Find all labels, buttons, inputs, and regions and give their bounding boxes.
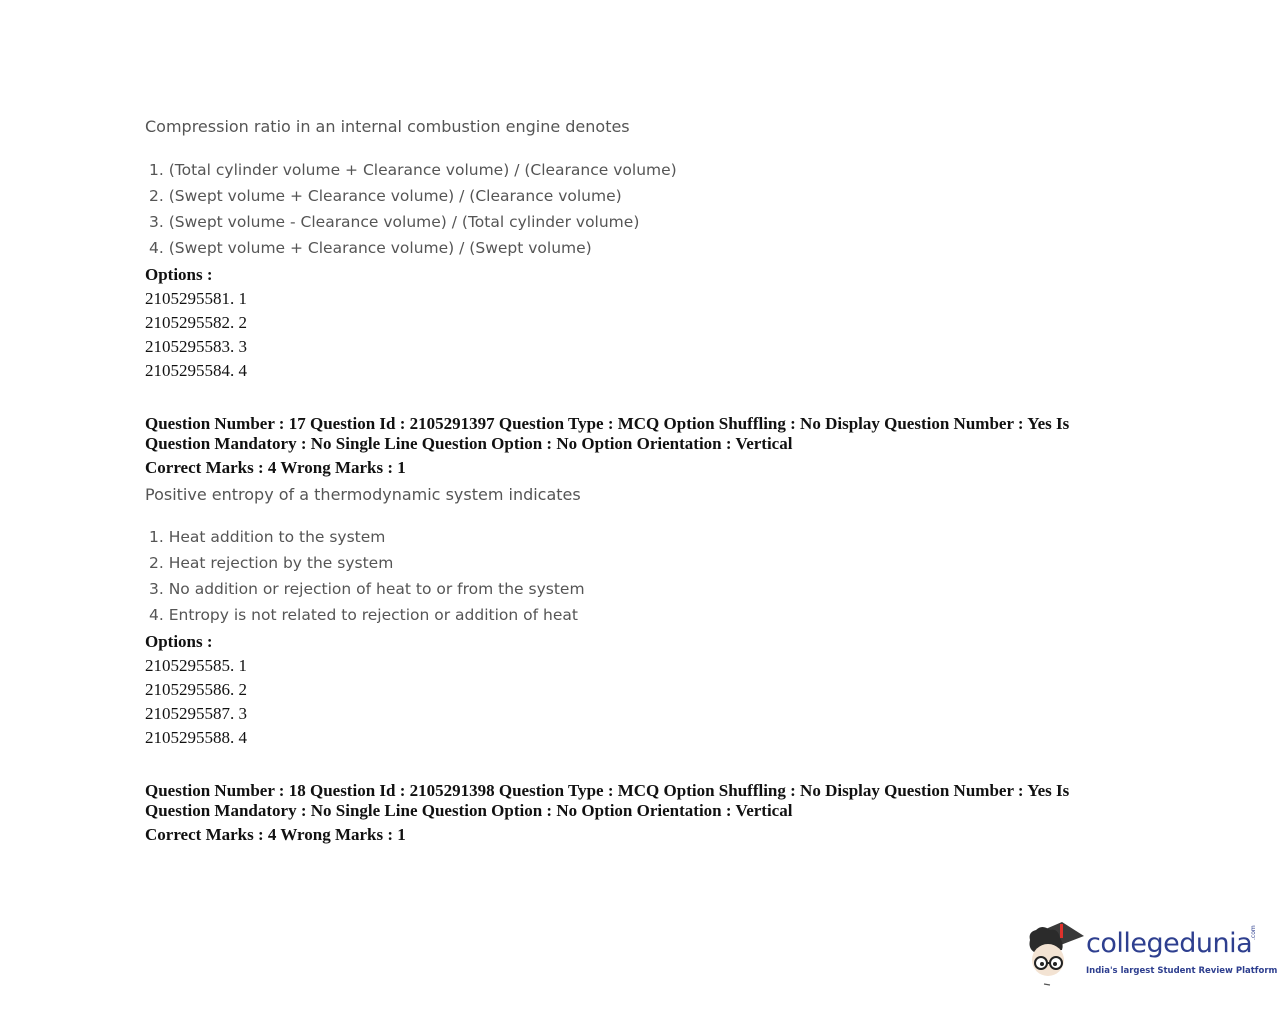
- q17-option-1: 2105295585. 1: [145, 656, 247, 675]
- q18-header-line1: Question Number : 18 Question Id : 2105291398 Question Type : MCQ Option Shuffling : No Display Question Number : Yes Is: [145, 781, 1070, 800]
- q17-choice-1: 1. Heat addition to the system: [149, 528, 386, 546]
- collegedunia-logo: [1024, 918, 1278, 990]
- q17-header-line2: Question Mandatory : No Single Line Question Option : No Option Orientation : Vertical: [145, 434, 793, 453]
- q16-option-1: 2105295581. 1: [145, 289, 247, 308]
- q16-choice-2: 2. (Swept volume + Clearance volume) / (Clearance volume): [149, 187, 622, 205]
- q16-choice-3: 3. (Swept volume - Clearance volume) / (Total cylinder volume): [149, 213, 640, 231]
- q16-option-3: 2105295583. 3: [145, 337, 247, 356]
- q16-choice-1: 1. (Total cylinder volume + Clearance volume) / (Clearance volume): [149, 161, 677, 179]
- q17-choice-4: 4. Entropy is not related to rejection or addition of heat: [149, 606, 578, 624]
- q17-choice-3: 3. No addition or rejection of heat to or from the system: [149, 580, 585, 598]
- logo-wordmark: collegedunia: [1086, 928, 1253, 959]
- logo-tagline: India's largest Student Review Platform: [1086, 966, 1278, 976]
- q17-options-label: Options :: [145, 632, 213, 651]
- q18-marks: Correct Marks : 4 Wrong Marks : 1: [145, 825, 406, 844]
- q17-option-4: 2105295588. 4: [145, 728, 247, 747]
- q17-stem: Positive entropy of a thermodynamic system indicates: [145, 485, 581, 504]
- q16-option-4: 2105295584. 4: [145, 361, 247, 380]
- q17-marks: Correct Marks : 4 Wrong Marks : 1: [145, 458, 406, 477]
- q17-choice-2: 2. Heat rejection by the system: [149, 554, 394, 572]
- q16-option-2: 2105295582. 2: [145, 313, 247, 332]
- q17-option-3: 2105295587. 3: [145, 704, 247, 723]
- q18-header-line2: Question Mandatory : No Single Line Question Option : No Option Orientation : Vertical: [145, 801, 793, 820]
- q16-stem: Compression ratio in an internal combustion engine denotes: [145, 117, 630, 136]
- q17-header-line1: Question Number : 17 Question Id : 2105291397 Question Type : MCQ Option Shuffling : No Display Question Number : Yes Is: [145, 414, 1070, 433]
- q17-option-2: 2105295586. 2: [145, 680, 247, 699]
- q16-choice-4: 4. (Swept volume + Clearance volume) / (Swept volume): [149, 239, 592, 257]
- mascot-graduation-cap-icon: [1024, 918, 1086, 990]
- logo-domain-suffix: .com: [1250, 925, 1257, 940]
- q16-options-label: Options :: [145, 265, 213, 284]
